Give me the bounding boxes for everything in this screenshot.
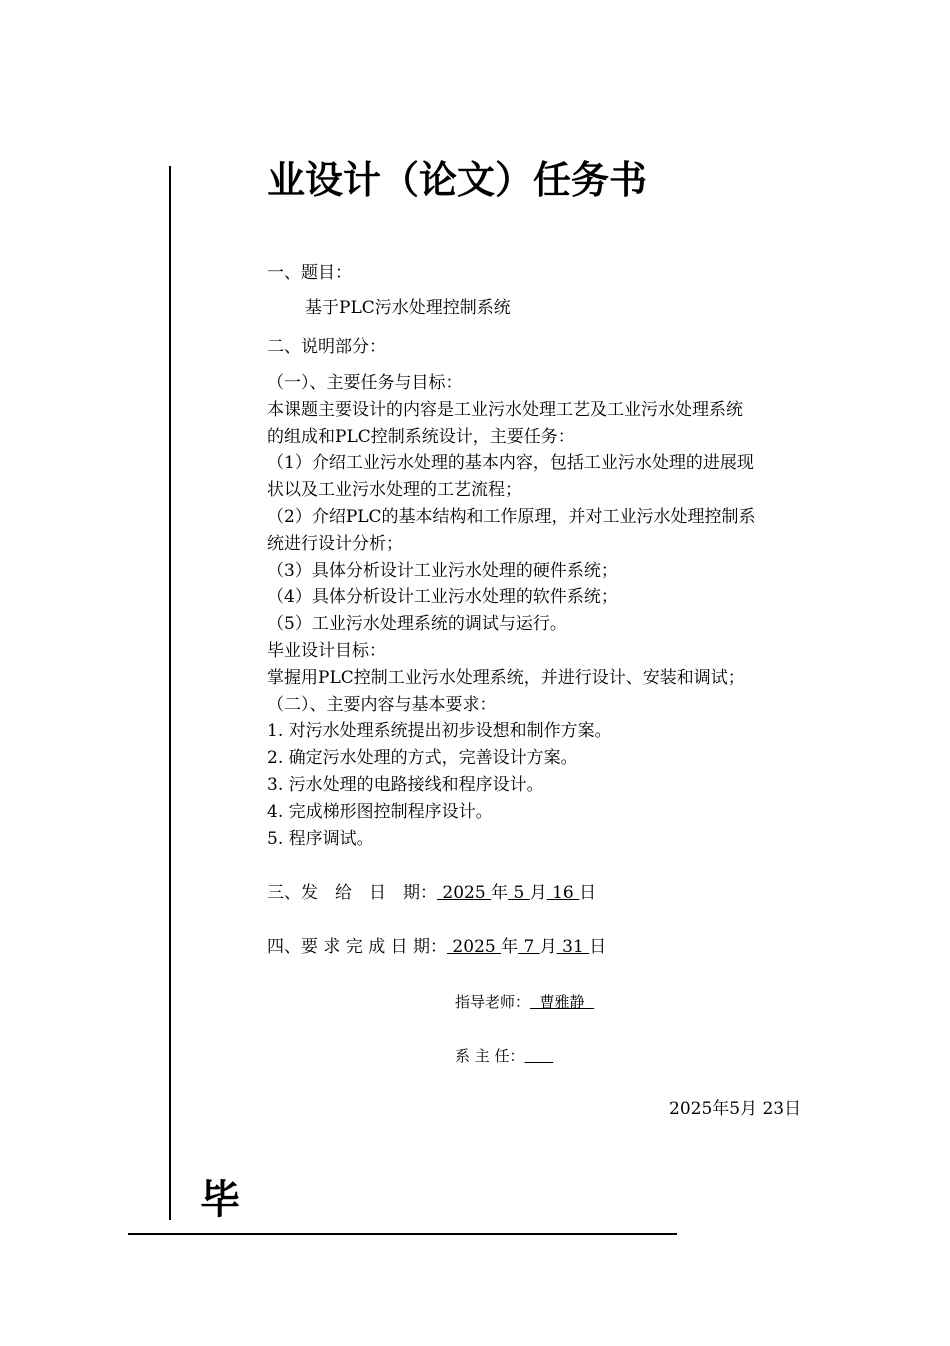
issue-date-year-unit: 年 xyxy=(491,883,509,903)
corner-character: 毕 xyxy=(200,1177,240,1223)
advisor-name: 曹雅静 xyxy=(530,993,595,1011)
sign-date: 2025年5月 23日 xyxy=(669,1099,802,1119)
due-date-day: 31 xyxy=(556,937,590,957)
description-line: 掌握用PLC控制工业污水处理系统，并进行设计、安装和调试； xyxy=(267,667,745,688)
description-line: 1. 对污水处理系统提出初步设想和制作方案。 xyxy=(267,721,612,742)
section-topic-heading: 一、题目： xyxy=(267,263,352,283)
due-date-year: 2025 xyxy=(447,937,502,957)
due-date-year-unit: 年 xyxy=(501,937,519,957)
description-line: （二）、主要内容与基本要求： xyxy=(267,694,497,715)
description-line: 的组成和PLC控制系统设计，主要任务： xyxy=(267,426,575,447)
due-date-month: 7 xyxy=(518,937,540,957)
issue-date-year: 2025 xyxy=(437,883,492,903)
advisor-row xyxy=(455,989,594,1015)
description-line: 状以及工业污水处理的工艺流程； xyxy=(267,480,522,501)
issue-date-month-unit: 月 xyxy=(529,883,547,903)
dept-head-label: 系 主 任： xyxy=(455,1047,525,1065)
description-line: 4. 完成梯形图控制程序设计。 xyxy=(267,801,493,822)
section-description-heading: 二、说明部分： xyxy=(267,337,386,357)
description-line: 3. 污水处理的电路接线和程序设计。 xyxy=(267,774,544,795)
description-line: （一）、主要任务与目标： xyxy=(267,373,463,393)
description-line: （3）具体分析设计工业污水处理的硬件系统； xyxy=(267,560,618,581)
due-date-month-unit: 月 xyxy=(539,937,557,957)
due-date-day-unit: 日 xyxy=(589,937,607,957)
dept-head-row xyxy=(455,1043,553,1069)
document-title: 业设计（论文）任务书 xyxy=(267,158,648,202)
description-line: 毕业设计目标： xyxy=(267,640,386,661)
description-line: （5）工业污水处理系统的调试与运行。 xyxy=(267,614,567,635)
issue-date-row xyxy=(267,880,596,906)
description-line: （2）介绍PLC的基本结构和工作原理，并对工业污水处理控制系 xyxy=(267,506,756,527)
due-date-row xyxy=(267,934,606,960)
description-line: 统进行设计分析； xyxy=(267,533,403,554)
issue-date-day: 16 xyxy=(546,883,580,903)
advisor-label: 指导老师： xyxy=(455,993,531,1011)
issue-date-month: 5 xyxy=(508,883,530,903)
issue-date-day-unit: 日 xyxy=(579,883,597,903)
binding-horizontal-line xyxy=(128,1233,677,1235)
description-line: （4）具体分析设计工业污水处理的软件系统； xyxy=(267,587,618,608)
binding-vertical-line xyxy=(169,166,171,1220)
description-line: （1）介绍工业污水处理的基本内容，包括工业污水处理的进展现 xyxy=(267,453,754,474)
issue-date-label: 三、发 给 日 期： xyxy=(267,883,437,903)
description-line: 2. 确定污水处理的方式，完善设计方案。 xyxy=(267,748,578,769)
due-date-label: 四、要 求 完 成 日 期： xyxy=(267,937,448,957)
topic-text: 基于PLC污水处理控制系统 xyxy=(305,298,511,318)
description-line: 5. 程序调试。 xyxy=(267,828,374,849)
description-line: 本课题主要设计的内容是工业污水处理工艺及工业污水处理系统 xyxy=(267,399,743,420)
dept-head-name xyxy=(525,1047,554,1065)
description-body xyxy=(267,370,827,852)
